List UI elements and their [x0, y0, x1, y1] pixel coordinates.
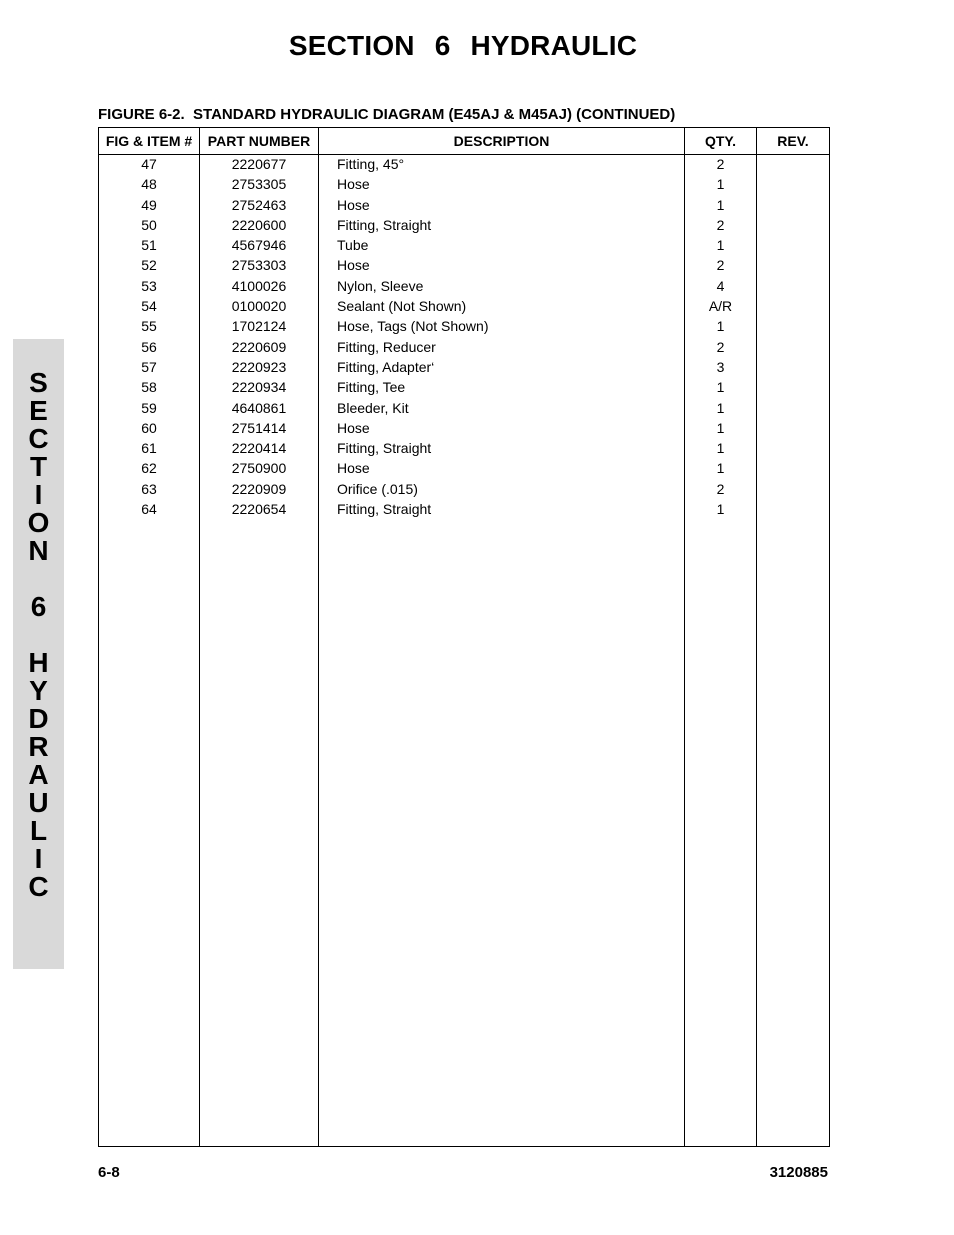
cell-item: 48	[141, 176, 157, 193]
cell-description: Fitting, Straight	[337, 216, 432, 233]
page-number: 6-8	[98, 1164, 120, 1181]
cell-item: 63	[141, 480, 157, 497]
side-tab-letter: T	[29, 451, 48, 482]
side-tab-letter	[13, 621, 64, 649]
cell-item: 55	[141, 318, 157, 335]
table-row	[99, 418, 829, 438]
cell-description: Bleeder, Kit	[337, 399, 409, 416]
side-tab-letter: U	[28, 787, 49, 818]
table-row	[99, 316, 829, 336]
cell-qty: 4	[716, 277, 725, 294]
cell-description: Tube	[337, 237, 369, 254]
cell-part-number: 4640861	[231, 399, 287, 416]
cell-item: 56	[141, 338, 157, 355]
cell-qty: 2	[716, 480, 725, 497]
table-body	[99, 154, 829, 519]
cell-description: Hose	[337, 176, 370, 193]
table-row	[99, 398, 829, 418]
table-row	[99, 458, 829, 478]
cell-item: 59	[141, 399, 157, 416]
page-title: SECTION 6 HYDRAULIC	[288, 30, 638, 61]
side-tab-letter: E	[29, 395, 48, 426]
side-tab-letter: I	[34, 479, 43, 510]
cell-description: Fitting, Adapter‘	[337, 358, 435, 375]
cell-part-number: 4567946	[231, 237, 287, 254]
table-row	[99, 195, 829, 215]
document-number: 3120885	[769, 1164, 828, 1181]
cell-part-number: 2220934	[231, 379, 287, 396]
cell-part-number: 2751414	[231, 419, 287, 436]
side-tab-letter	[13, 565, 64, 593]
cell-description: Orifice (.015)	[337, 480, 418, 497]
cell-item: 60	[141, 419, 157, 436]
cell-qty: 1	[716, 196, 725, 213]
table-row	[99, 235, 829, 255]
table-row	[99, 276, 829, 296]
side-tab-letter: H	[28, 647, 49, 678]
cell-qty: 3	[716, 358, 725, 375]
side-tab-letter: Y	[29, 675, 48, 706]
side-tab-letter: D	[28, 703, 49, 734]
cell-item: 57	[141, 358, 157, 375]
header-description: DESCRIPTION	[453, 133, 550, 149]
table-row	[99, 255, 829, 275]
cell-description: Fitting, Straight	[337, 501, 432, 518]
cell-item: 47	[141, 156, 157, 172]
table-row	[99, 215, 829, 235]
table-row	[99, 154, 829, 174]
table-row	[99, 479, 829, 499]
cell-item: 49	[141, 196, 157, 213]
side-tab-letter: I	[34, 843, 43, 874]
cell-part-number: 2220414	[231, 440, 287, 457]
cell-item: 54	[141, 298, 157, 315]
cell-description: Hose	[337, 257, 370, 274]
cell-part-number: 2220909	[231, 480, 287, 497]
cell-item: 51	[141, 237, 157, 254]
side-tab-letter: C	[28, 423, 49, 454]
cell-item: 61	[141, 440, 157, 457]
cell-part-number: 0100020	[231, 298, 287, 315]
cell-qty: 1	[716, 419, 725, 436]
cell-description: Fitting, Reducer	[337, 338, 436, 355]
cell-part-number: 2220923	[231, 358, 287, 375]
cell-description: Fitting, 45°	[337, 156, 405, 172]
header-rev: REV.	[777, 133, 809, 149]
side-tab-text	[13, 369, 64, 901]
cell-part-number: 1702124	[231, 318, 287, 335]
cell-description: Hose, Tags (Not Shown)	[337, 318, 489, 335]
cell-qty: 1	[716, 460, 725, 477]
cell-part-number: 2220609	[231, 338, 287, 355]
cell-description: Hose	[337, 196, 370, 213]
cell-qty: 2	[716, 257, 725, 274]
section-side-tab	[13, 339, 64, 969]
cell-qty: 2	[716, 156, 725, 172]
parts-table	[98, 127, 830, 1147]
cell-part-number: 2220600	[231, 216, 287, 233]
table-row	[99, 174, 829, 194]
cell-part-number: 2750900	[231, 460, 287, 477]
table-row	[99, 438, 829, 458]
cell-qty: A/R	[708, 298, 733, 315]
cell-item: 64	[141, 501, 157, 518]
side-tab-letter: O	[27, 507, 50, 538]
table-row	[99, 377, 829, 397]
cell-part-number: 2220677	[231, 156, 287, 172]
cell-description: Hose	[337, 419, 370, 436]
side-tab-letter: S	[29, 367, 48, 398]
cell-qty: 1	[716, 237, 725, 254]
cell-part-number: 2753305	[231, 176, 287, 193]
side-tab-letter: 6	[30, 591, 47, 622]
header-part-number: PART NUMBER	[207, 133, 311, 149]
cell-description: Fitting, Straight	[337, 440, 432, 457]
cell-part-number: 2752463	[231, 196, 287, 213]
cell-item: 58	[141, 379, 157, 396]
cell-description: Sealant (Not Shown)	[337, 298, 467, 315]
cell-item: 52	[141, 257, 157, 274]
side-tab-letter: A	[28, 759, 49, 790]
side-tab-letter: R	[28, 731, 49, 762]
cell-description: Fitting, Tee	[337, 379, 406, 396]
cell-description: Hose	[337, 460, 370, 477]
cell-description: Nylon, Sleeve	[337, 277, 424, 294]
cell-qty: 1	[716, 176, 725, 193]
cell-part-number: 2753303	[231, 257, 287, 274]
cell-qty: 1	[716, 501, 725, 518]
cell-item: 62	[141, 460, 157, 477]
header-qty: QTY.	[704, 133, 737, 149]
figure-caption: FIGURE 6-2. STANDARD HYDRAULIC DIAGRAM (E45AJ & M45AJ) (CONTINUED)	[98, 106, 676, 123]
cell-part-number: 2220654	[231, 501, 287, 518]
side-tab-letter: L	[29, 815, 48, 846]
cell-qty: 1	[716, 379, 725, 396]
table-row	[99, 357, 829, 377]
side-tab-letter: N	[28, 535, 49, 566]
table-row	[99, 296, 829, 316]
cell-qty: 1	[716, 318, 725, 335]
header-item: FIG & ITEM #	[105, 133, 193, 149]
cell-item: 50	[141, 216, 157, 233]
cell-item: 53	[141, 277, 157, 294]
table-row	[99, 337, 829, 357]
cell-part-number: 4100026	[231, 277, 287, 294]
cell-qty: 2	[716, 338, 725, 355]
table-row	[99, 499, 829, 519]
cell-qty: 1	[716, 440, 725, 457]
side-tab-letter: C	[28, 871, 49, 902]
cell-qty: 2	[716, 216, 725, 233]
cell-qty: 1	[716, 399, 725, 416]
